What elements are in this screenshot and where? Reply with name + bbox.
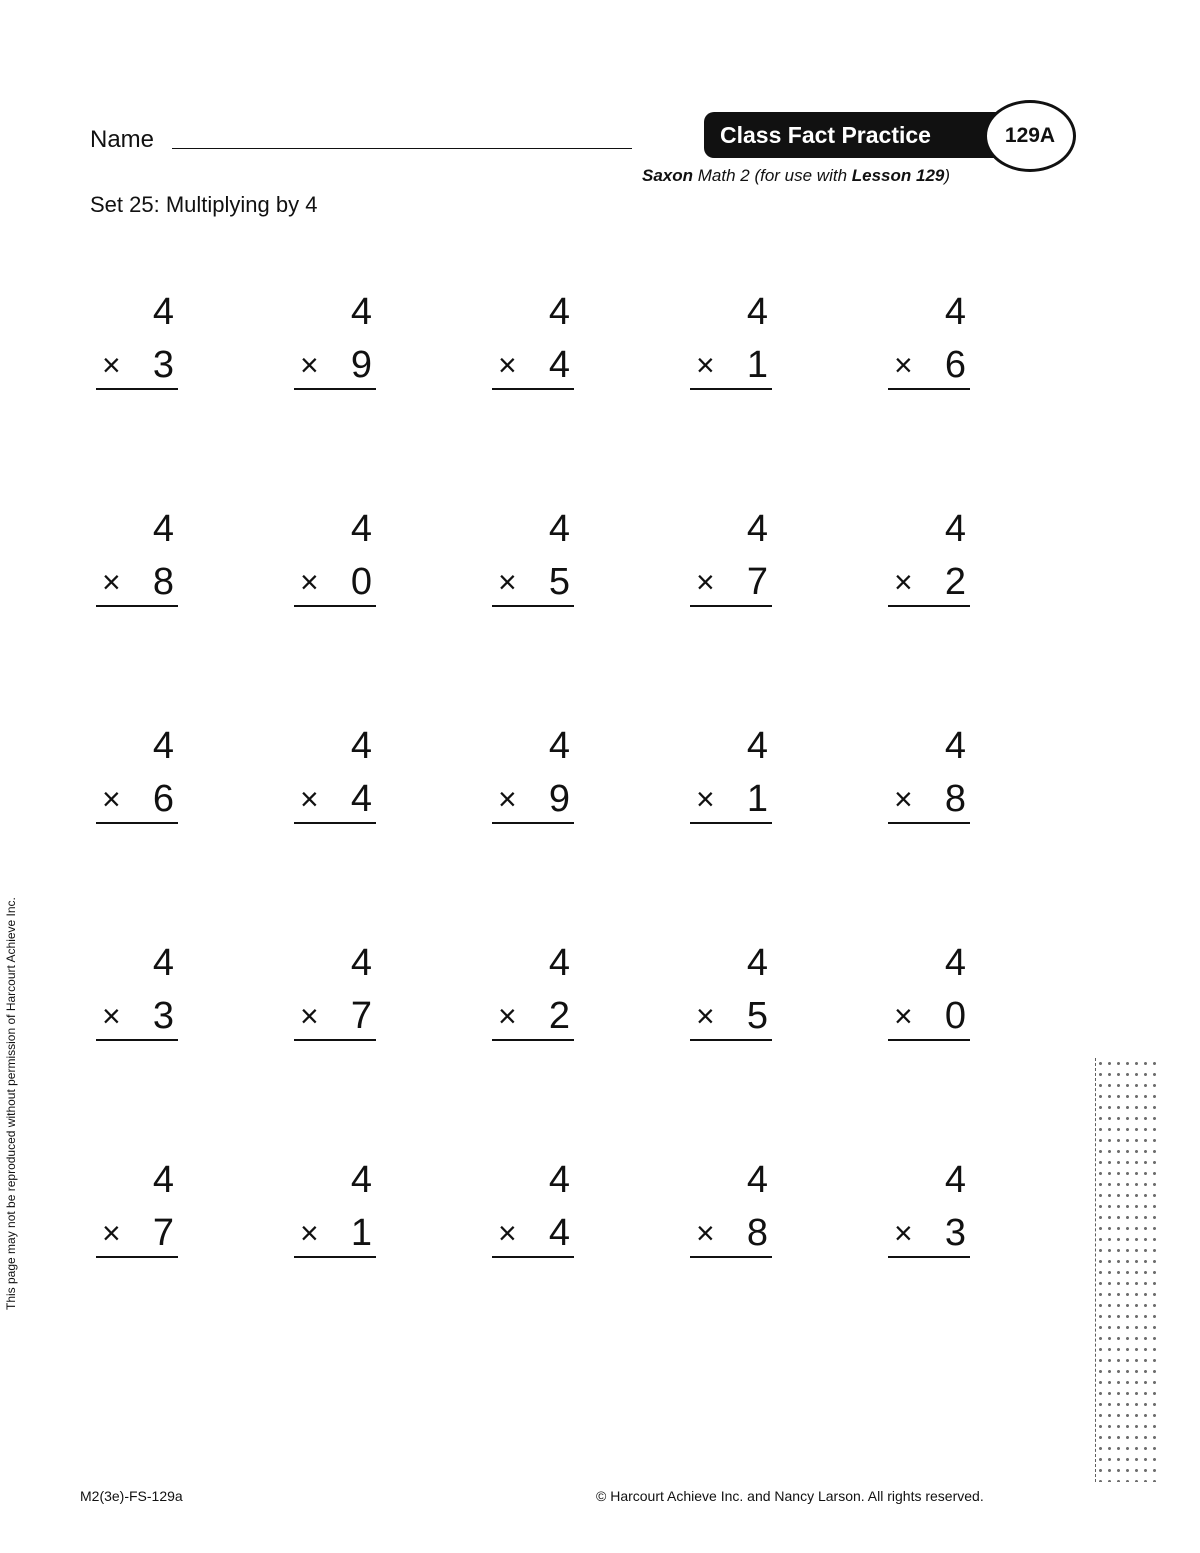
multiplicand: 4 <box>548 725 570 767</box>
times-sign: × <box>696 347 715 383</box>
multiplicand: 4 <box>350 942 372 984</box>
multiplicand: 4 <box>152 1159 174 1201</box>
answer-line[interactable] <box>294 342 376 390</box>
problem <box>888 724 970 834</box>
multiplier: 3 <box>152 995 174 1037</box>
multiplicand: 4 <box>746 508 768 550</box>
problem <box>492 290 574 400</box>
problem <box>888 1158 970 1268</box>
times-sign: × <box>894 1215 913 1251</box>
multiplier: 5 <box>548 561 570 603</box>
times-sign: × <box>894 781 913 817</box>
multiplier: 8 <box>746 1212 768 1254</box>
problem <box>294 507 376 617</box>
multiplier: 0 <box>944 995 966 1037</box>
multiplicand: 4 <box>350 291 372 333</box>
multiplier: 2 <box>944 561 966 603</box>
multiplier: 1 <box>746 778 768 820</box>
multiplier: 1 <box>350 1212 372 1254</box>
problem <box>492 941 574 1051</box>
multiplier: 2 <box>548 995 570 1037</box>
multiplicand: 4 <box>350 508 372 550</box>
name-label: Name <box>90 126 155 153</box>
answer-line[interactable] <box>294 776 376 824</box>
answer-line[interactable] <box>690 342 772 390</box>
times-sign: × <box>102 564 121 600</box>
problem <box>96 941 178 1051</box>
times-sign: × <box>300 564 319 600</box>
copyright: © Harcourt Achieve Inc. and Nancy Larson. All rights reserved. <box>596 1488 984 1504</box>
answer-line[interactable] <box>294 559 376 607</box>
problem <box>888 507 970 617</box>
multiplicand: 4 <box>152 291 174 333</box>
times-sign: × <box>300 998 319 1034</box>
times-sign: × <box>498 1215 517 1251</box>
multiplier: 7 <box>350 995 372 1037</box>
answer-line[interactable] <box>294 1210 376 1258</box>
subtitle-brand: Saxon <box>642 166 694 185</box>
badge-title: Class Fact Practice <box>704 112 1004 158</box>
problem <box>294 290 376 400</box>
times-sign: × <box>300 781 319 817</box>
multiplier: 9 <box>350 344 372 386</box>
multiplier: 9 <box>548 778 570 820</box>
problem <box>888 941 970 1051</box>
answer-line[interactable] <box>492 1210 574 1258</box>
multiplier: 3 <box>944 1212 966 1254</box>
subtitle <box>642 166 950 186</box>
multiplier: 6 <box>944 344 966 386</box>
problem <box>690 724 772 834</box>
times-sign: × <box>696 564 715 600</box>
times-sign: × <box>300 347 319 383</box>
multiplier: 5 <box>746 995 768 1037</box>
problem <box>294 1158 376 1268</box>
answer-line[interactable] <box>690 1210 772 1258</box>
answer-line[interactable] <box>888 993 970 1041</box>
set-title: Set 25: Multiplying by 4 <box>90 192 318 217</box>
side-note: This page may not be reproduced without permission of Harcourt Achieve Inc. <box>4 897 18 1310</box>
answer-line[interactable] <box>888 342 970 390</box>
times-sign: × <box>102 998 121 1034</box>
multiplier: 1 <box>746 344 768 386</box>
multiplicand: 4 <box>152 725 174 767</box>
answer-line[interactable] <box>690 993 772 1041</box>
multiplier: 7 <box>746 561 768 603</box>
problem <box>690 941 772 1051</box>
multiplicand: 4 <box>944 942 966 984</box>
multiplicand: 4 <box>944 725 966 767</box>
multiplicand: 4 <box>350 1159 372 1201</box>
problem <box>96 507 178 617</box>
times-sign: × <box>102 347 121 383</box>
multiplicand: 4 <box>548 1159 570 1201</box>
badge-number: 129A <box>984 100 1076 172</box>
multiplicand: 4 <box>350 725 372 767</box>
answer-line[interactable] <box>492 993 574 1041</box>
times-sign: × <box>102 781 121 817</box>
multiplicand: 4 <box>152 942 174 984</box>
answer-line[interactable] <box>96 559 178 607</box>
subtitle-text: Math 2 (for use with <box>693 166 852 185</box>
multiplicand: 4 <box>746 291 768 333</box>
answer-line[interactable] <box>96 1210 178 1258</box>
problem <box>690 507 772 617</box>
problem <box>96 290 178 400</box>
answer-line[interactable] <box>96 776 178 824</box>
multiplicand: 4 <box>746 725 768 767</box>
answer-line[interactable] <box>492 559 574 607</box>
times-sign: × <box>696 1215 715 1251</box>
perforation <box>1095 1058 1160 1482</box>
times-sign: × <box>498 564 517 600</box>
times-sign: × <box>498 781 517 817</box>
problem <box>492 1158 574 1268</box>
times-sign: × <box>300 1215 319 1251</box>
multiplier: 4 <box>548 344 570 386</box>
answer-line[interactable] <box>888 559 970 607</box>
multiplier: 3 <box>152 344 174 386</box>
multiplicand: 4 <box>152 508 174 550</box>
times-sign: × <box>696 781 715 817</box>
footer-code: M2(3e)-FS-129a <box>80 1488 183 1504</box>
problem <box>96 1158 178 1268</box>
times-sign: × <box>102 1215 121 1251</box>
multiplier: 8 <box>152 561 174 603</box>
answer-line[interactable] <box>492 342 574 390</box>
times-sign: × <box>696 998 715 1034</box>
multiplicand: 4 <box>944 291 966 333</box>
answer-line[interactable] <box>294 993 376 1041</box>
times-sign: × <box>894 998 913 1034</box>
multiplier: 6 <box>152 778 174 820</box>
multiplicand: 4 <box>944 508 966 550</box>
answer-line[interactable] <box>888 1210 970 1258</box>
problem <box>96 724 178 834</box>
multiplier: 7 <box>152 1212 174 1254</box>
times-sign: × <box>498 998 517 1034</box>
times-sign: × <box>498 347 517 383</box>
problem <box>492 507 574 617</box>
subtitle-end: ) <box>944 166 951 185</box>
multiplicand: 4 <box>746 942 768 984</box>
multiplicand: 4 <box>548 508 570 550</box>
problem <box>294 724 376 834</box>
problem <box>690 290 772 400</box>
answer-line[interactable] <box>690 776 772 824</box>
times-sign: × <box>894 564 913 600</box>
answer-line[interactable] <box>492 776 574 824</box>
answer-line[interactable] <box>96 993 178 1041</box>
multiplier: 0 <box>350 561 372 603</box>
answer-line[interactable] <box>96 342 178 390</box>
multiplier: 8 <box>944 778 966 820</box>
multiplier: 4 <box>548 1212 570 1254</box>
multiplicand: 4 <box>746 1159 768 1201</box>
multiplicand: 4 <box>944 1159 966 1201</box>
times-sign: × <box>894 347 913 383</box>
multiplicand: 4 <box>548 291 570 333</box>
problem <box>690 1158 772 1268</box>
problem <box>492 724 574 834</box>
multiplicand: 4 <box>548 942 570 984</box>
problem <box>888 290 970 400</box>
problem <box>294 941 376 1051</box>
multiplier: 4 <box>350 778 372 820</box>
answer-line[interactable] <box>888 776 970 824</box>
name-line[interactable] <box>172 148 632 149</box>
subtitle-lesson: Lesson 129 <box>851 166 945 185</box>
answer-line[interactable] <box>690 559 772 607</box>
